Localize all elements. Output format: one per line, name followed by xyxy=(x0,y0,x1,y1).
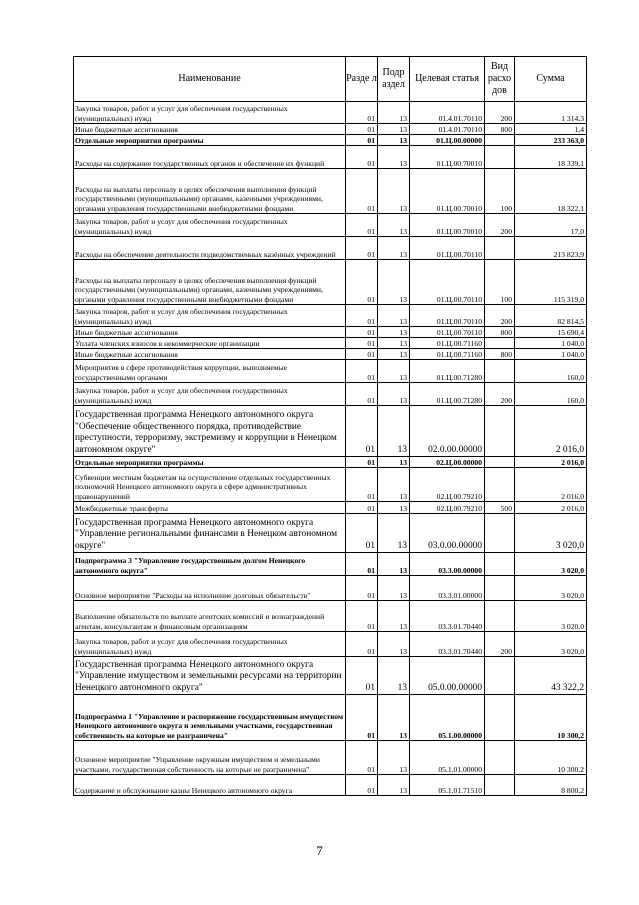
cell-target-article: 01.Ц.00.71160 xyxy=(410,349,485,360)
cell-subsection: 13 xyxy=(378,457,410,468)
cell-name: Подпрограмма 1 "Управление и распоряжение государственным имуществом Ненецкого автономного округа и земельными участками, государственная собственность на которые не разграничена" xyxy=(74,695,346,741)
header-name: Наименование xyxy=(74,57,346,102)
table-row xyxy=(74,124,587,135)
cell-name: Расходы на выплаты персоналу в целях обеспечения выполнения функций государственными (муниципальными) органами, казенными учреждениями, органами управления государственными внебюджетными фондами xyxy=(74,169,346,214)
cell-sum: 3 020,0 xyxy=(515,576,587,601)
cell-section: 01 xyxy=(346,695,378,741)
cell-sum: 3 020,0 xyxy=(515,553,587,576)
cell-section: 01 xyxy=(346,741,378,775)
cell-subsection: 13 xyxy=(378,349,410,360)
cell-section: 01 xyxy=(346,632,378,657)
cell-section: 01 xyxy=(346,514,378,553)
cell-subsection: 13 xyxy=(378,741,410,775)
cell-expense-type xyxy=(485,601,515,632)
cell-section: 01 xyxy=(346,457,378,468)
cell-target-article: 02.Ц.00.79210 xyxy=(410,468,485,502)
cell-name: Субвенции местным бюджетам на осуществление отдельных государственных полномочий Ненецкого автономного округа в сфере административных правонарушений xyxy=(74,468,346,502)
table-row xyxy=(74,214,587,237)
cell-target-article: 05.1.01.71510 xyxy=(410,775,485,796)
cell-section: 01 xyxy=(346,349,378,360)
cell-expense-type xyxy=(485,775,515,796)
cell-target-article: 01.Ц.00.70010 xyxy=(410,169,485,214)
cell-sum: 160,0 xyxy=(515,360,587,383)
cell-expense-type xyxy=(485,576,515,601)
cell-expense-type: 100 xyxy=(485,260,515,305)
cell-name: Иные бюджетные ассигнования xyxy=(74,349,346,360)
cell-subsection: 13 xyxy=(378,553,410,576)
cell-expense-type: 800 xyxy=(485,124,515,135)
cell-sum: 3 020,0 xyxy=(515,514,587,553)
cell-subsection: 13 xyxy=(378,135,410,146)
cell-section: 01 xyxy=(346,169,378,214)
cell-name: Отдельные мероприятия программы xyxy=(74,135,346,146)
table-row xyxy=(74,632,587,657)
table-row xyxy=(74,349,587,360)
cell-section: 01 xyxy=(346,305,378,327)
cell-subsection: 13 xyxy=(378,305,410,327)
cell-target-article: 05.1.00.00000 xyxy=(410,695,485,741)
table-row xyxy=(74,576,587,601)
cell-expense-type xyxy=(485,146,515,169)
table-row xyxy=(74,457,587,468)
cell-expense-type xyxy=(485,741,515,775)
cell-name: Расходы на обеспечение деятельности подведомственных казённых учреждений xyxy=(74,237,346,260)
cell-sum: 1 040,0 xyxy=(515,338,587,349)
cell-section: 01 xyxy=(346,657,378,695)
cell-subsection: 13 xyxy=(378,695,410,741)
table-row xyxy=(74,135,587,146)
table-header-row xyxy=(74,57,587,102)
cell-expense-type xyxy=(485,514,515,553)
cell-sum: 18 339,1 xyxy=(515,146,587,169)
cell-sum: 10 300,2 xyxy=(515,695,587,741)
cell-expense-type xyxy=(485,406,515,457)
cell-target-article: 01.4.01.70110 xyxy=(410,102,485,124)
cell-subsection: 13 xyxy=(378,124,410,135)
cell-sum: 233 363,0 xyxy=(515,135,587,146)
cell-target-article: 03.0.00.00000 xyxy=(410,514,485,553)
cell-name: Выполнение обязательств по выплате агентских комиссий и вознаграждений агентам, консультантам и финансовым организациям xyxy=(74,601,346,632)
table-row xyxy=(74,406,587,457)
table-row xyxy=(74,468,587,502)
cell-section: 01 xyxy=(346,360,378,383)
budget-table xyxy=(73,56,587,796)
cell-name: Межбюджетные трансферты xyxy=(74,502,346,514)
cell-name: Закупка товаров, работ и услуг для обеспечения государственных (муниципальных) нужд xyxy=(74,102,346,124)
cell-name: Государственная программа Ненецкого автономного округа "Управление имуществом и земельными ресурсами на территории Ненецкого автономного округа" xyxy=(74,657,346,695)
cell-sum: 8 800,2 xyxy=(515,775,587,796)
cell-sum: 213 823,9 xyxy=(515,237,587,260)
cell-subsection: 13 xyxy=(378,502,410,514)
cell-subsection: 13 xyxy=(378,576,410,601)
cell-expense-type: 100 xyxy=(485,169,515,214)
cell-subsection: 13 xyxy=(378,146,410,169)
cell-section: 01 xyxy=(346,502,378,514)
cell-sum: 18 322,1 xyxy=(515,169,587,214)
cell-sum: 1,4 xyxy=(515,124,587,135)
cell-sum: 43 322,2 xyxy=(515,657,587,695)
cell-target-article: 03.3.01.00000 xyxy=(410,576,485,601)
cell-target-article: 01.Ц.00.00000 xyxy=(410,135,485,146)
cell-expense-type: 200 xyxy=(485,214,515,237)
cell-name: Государственная программа Ненецкого автономного округа "Обеспечение общественного порядка, противодействие преступности, терроризму, экстремизму и коррупции в Ненецком автономном округе" xyxy=(74,406,346,457)
cell-section: 01 xyxy=(346,146,378,169)
table-row xyxy=(74,741,587,775)
cell-expense-type: 200 xyxy=(485,102,515,124)
cell-expense-type xyxy=(485,457,515,468)
table-row xyxy=(74,657,587,695)
header-target-article: Целевая статья xyxy=(410,57,485,102)
table-row xyxy=(74,169,587,214)
cell-section: 01 xyxy=(346,576,378,601)
table-row xyxy=(74,305,587,327)
cell-target-article: 02.Ц.00.79210 xyxy=(410,502,485,514)
cell-name: Закупка товаров, работ и услуг для обеспечения государственных (муниципальных) нужд xyxy=(74,214,346,237)
cell-section: 01 xyxy=(346,406,378,457)
cell-target-article: 01.Ц.00.70110 xyxy=(410,305,485,327)
cell-sum: 160,0 xyxy=(515,383,587,406)
cell-subsection: 13 xyxy=(378,338,410,349)
table-row xyxy=(74,102,587,124)
cell-subsection: 13 xyxy=(378,406,410,457)
cell-name: Иные бюджетные ассигнования xyxy=(74,124,346,135)
cell-section: 01 xyxy=(346,327,378,338)
cell-target-article: 02.0.00.00000 xyxy=(410,406,485,457)
header-subsection: Подр аздел xyxy=(378,57,410,102)
cell-subsection: 13 xyxy=(378,657,410,695)
table-row xyxy=(74,146,587,169)
cell-target-article: 01.Ц.00.71280 xyxy=(410,360,485,383)
cell-sum: 15 690,4 xyxy=(515,327,587,338)
cell-expense-type xyxy=(485,468,515,502)
cell-section: 01 xyxy=(346,338,378,349)
cell-expense-type xyxy=(485,135,515,146)
cell-section: 01 xyxy=(346,468,378,502)
cell-expense-type: 800 xyxy=(485,349,515,360)
header-section: Разде л xyxy=(346,57,378,102)
table-row xyxy=(74,502,587,514)
table-row xyxy=(74,338,587,349)
table-row xyxy=(74,775,587,796)
cell-subsection: 13 xyxy=(378,360,410,383)
cell-subsection: 13 xyxy=(378,214,410,237)
cell-target-article: 02.Ц.00.00000 xyxy=(410,457,485,468)
cell-target-article: 01.4.01.70110 xyxy=(410,124,485,135)
cell-sum: 2 016,0 xyxy=(515,406,587,457)
cell-target-article: 01.Ц.00.70110 xyxy=(410,327,485,338)
cell-sum: 3 020,0 xyxy=(515,601,587,632)
table-body xyxy=(74,102,587,796)
cell-sum: 1 314,3 xyxy=(515,102,587,124)
cell-target-article: 03.3.01.70440 xyxy=(410,632,485,657)
cell-expense-type: 500 xyxy=(485,502,515,514)
cell-subsection: 13 xyxy=(378,383,410,406)
cell-expense-type xyxy=(485,338,515,349)
table-row xyxy=(74,601,587,632)
cell-target-article: 05.0.00.00000 xyxy=(410,657,485,695)
cell-name: Закупка товаров, работ и услуг для обеспечения государственных (муниципальных) нужд xyxy=(74,383,346,406)
cell-subsection: 13 xyxy=(378,260,410,305)
cell-expense-type xyxy=(485,360,515,383)
cell-subsection: 13 xyxy=(378,632,410,657)
cell-section: 01 xyxy=(346,237,378,260)
cell-target-article: 03.3.00.00000 xyxy=(410,553,485,576)
cell-sum: 1 040,0 xyxy=(515,349,587,360)
cell-sum: 10 300,2 xyxy=(515,741,587,775)
cell-subsection: 13 xyxy=(378,514,410,553)
cell-subsection: 13 xyxy=(378,327,410,338)
table-row xyxy=(74,237,587,260)
table-row xyxy=(74,514,587,553)
cell-expense-type xyxy=(485,695,515,741)
table-row xyxy=(74,360,587,383)
header-sum: Сумма xyxy=(515,57,587,102)
cell-name: Государственная программа Ненецкого автономного округа "Управление региональными финансами в Ненецком автономном округе" xyxy=(74,514,346,553)
cell-name: Подпрограмма 3 "Управление государственным долгом Ненецкого автономного округа" xyxy=(74,553,346,576)
cell-sum: 3 020,0 xyxy=(515,632,587,657)
cell-expense-type: 800 xyxy=(485,327,515,338)
cell-name: Расходы на содержание государственных органов и обеспечение их функций xyxy=(74,146,346,169)
cell-expense-type: 200 xyxy=(485,305,515,327)
cell-name: Отдельные мероприятия программы xyxy=(74,457,346,468)
cell-section: 01 xyxy=(346,102,378,124)
cell-name: Расходы на выплаты персоналу в целях обеспечения выполнения функций государственными (муниципальными) органами, казенными учреждениями, органами управления государственными внебюджетными фондами xyxy=(74,260,346,305)
cell-target-article: 01.Ц.00.70110 xyxy=(410,260,485,305)
table-row xyxy=(74,695,587,741)
cell-subsection: 13 xyxy=(378,601,410,632)
cell-name: Иные бюджетные ассигнования xyxy=(74,327,346,338)
cell-section: 01 xyxy=(346,775,378,796)
cell-section: 01 xyxy=(346,601,378,632)
cell-sum: 82 814,5 xyxy=(515,305,587,327)
cell-subsection: 13 xyxy=(378,775,410,796)
cell-name: Содержание и обслуживание казны Ненецкого автономного округа xyxy=(74,775,346,796)
cell-expense-type xyxy=(485,553,515,576)
cell-name: Мероприятия в сфере противодействия коррупции, выполняемые государственными органами xyxy=(74,360,346,383)
cell-name: Уплата членских взносов в некоммерческие организации xyxy=(74,338,346,349)
cell-subsection: 13 xyxy=(378,237,410,260)
cell-section: 01 xyxy=(346,553,378,576)
cell-target-article: 01.Ц.00.70010 xyxy=(410,214,485,237)
cell-subsection: 13 xyxy=(378,468,410,502)
cell-expense-type xyxy=(485,657,515,695)
cell-target-article: 05.1.01.00000 xyxy=(410,741,485,775)
page-number: 7 xyxy=(316,843,323,858)
cell-section: 01 xyxy=(346,383,378,406)
cell-sum: 2 016,0 xyxy=(515,502,587,514)
cell-expense-type: 200 xyxy=(485,632,515,657)
cell-sum: 2 016,0 xyxy=(515,457,587,468)
cell-target-article: 03.3.01.70440 xyxy=(410,601,485,632)
cell-name: Закупка товаров, работ и услуг для обеспечения государственных (муниципальных) нужд xyxy=(74,632,346,657)
cell-sum: 2 016,0 xyxy=(515,468,587,502)
cell-name: Основное мероприятие "Управление окружным имуществом и земельными участками, государственная собственность на которые не разграничена" xyxy=(74,741,346,775)
cell-target-article: 01.Ц.00.70010 xyxy=(410,146,485,169)
table-row xyxy=(74,327,587,338)
cell-section: 01 xyxy=(346,260,378,305)
header-expense-type: Вид расхо дов xyxy=(485,57,515,102)
cell-subsection: 13 xyxy=(378,169,410,214)
table-row xyxy=(74,553,587,576)
cell-section: 01 xyxy=(346,214,378,237)
cell-target-article: 01.Ц.00.71280 xyxy=(410,383,485,406)
cell-target-article: 01.Ц.00.71160 xyxy=(410,338,485,349)
cell-section: 01 xyxy=(346,135,378,146)
cell-expense-type xyxy=(485,237,515,260)
cell-expense-type: 200 xyxy=(485,383,515,406)
table-row xyxy=(74,383,587,406)
cell-sum: 17,0 xyxy=(515,214,587,237)
cell-subsection: 13 xyxy=(378,102,410,124)
cell-name: Основное мероприятие "Расходы на исполнение долговых обязательств" xyxy=(74,576,346,601)
cell-target-article: 01.Ц.00.70110 xyxy=(410,237,485,260)
cell-name: Закупка товаров, работ и услуг для обеспечения государственных (муниципальных) нужд xyxy=(74,305,346,327)
cell-section: 01 xyxy=(346,124,378,135)
table-row xyxy=(74,260,587,305)
cell-sum: 115 319,0 xyxy=(515,260,587,305)
